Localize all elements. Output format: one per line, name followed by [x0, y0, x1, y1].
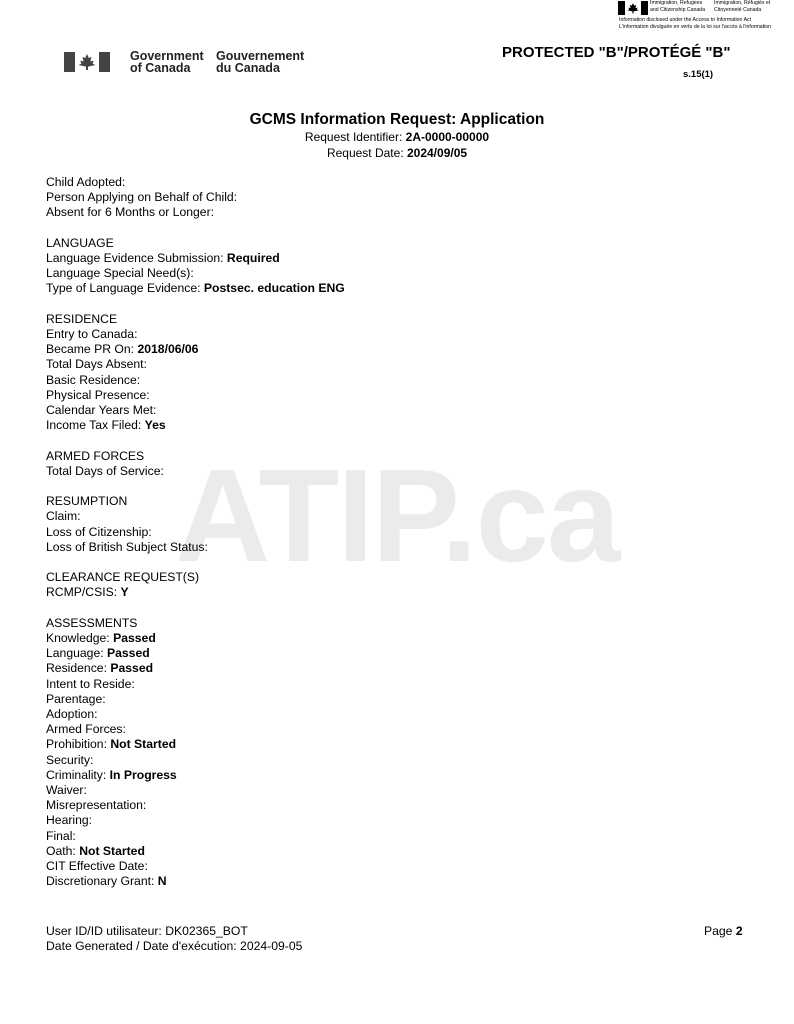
- section-spacer: [46, 479, 345, 494]
- field-value: Yes: [144, 418, 166, 433]
- goc-wordmark-en: [130, 51, 204, 74]
- request-identifier-value: 2A-0000-00000: [405, 130, 490, 144]
- request-date-value: 2024/09/05: [406, 146, 468, 160]
- field-row: [46, 631, 345, 646]
- section-spacer: [46, 433, 345, 448]
- footer: [46, 924, 302, 954]
- stamp-notice-en: Information disclosed under the Access to Information Act: [619, 17, 752, 23]
- field-row: [46, 874, 345, 889]
- section-heading: ARMED FORCES: [46, 448, 145, 463]
- field-label: Final:: [46, 828, 76, 843]
- field-label: Language Special Need(s):: [46, 266, 194, 281]
- request-identifier: [0, 130, 794, 144]
- field-label: Person Applying on Behalf of Child:: [46, 190, 238, 205]
- field-row: [46, 190, 345, 205]
- section-heading: RESUMPTION: [46, 494, 128, 509]
- section-heading: ASSESSMENTS: [46, 615, 138, 630]
- field-row: [46, 829, 345, 844]
- field-value: Not Started: [79, 843, 145, 858]
- field-label: Knowledge:: [46, 631, 114, 645]
- section-heading: CLEARANCE REQUEST(S): [46, 570, 200, 585]
- document-title: GCMS Information Request: Application: [249, 111, 545, 128]
- request-identifier-label: Request Identifier:: [304, 130, 406, 144]
- field-label: Basic Residence:: [46, 372, 141, 387]
- field-value: Passed: [110, 661, 154, 676]
- field-row: [46, 798, 345, 813]
- field-label: Criminality:: [46, 767, 110, 782]
- field-row: [46, 646, 345, 661]
- field-label: Hearing:: [46, 813, 93, 828]
- field-row: [46, 509, 345, 524]
- footer-date-generated: Date Generated / Date d'exécution: 2024-09-05: [46, 939, 303, 954]
- stamp-department-en: Immigration, Refugees and Citizenship Canada: [650, 0, 706, 13]
- field-row: [46, 464, 345, 479]
- section-spacer: [46, 221, 345, 236]
- field-row: [46, 327, 345, 342]
- field-label: Security:: [46, 752, 94, 767]
- field-row: [46, 768, 345, 783]
- goc-fr-line2: du Canada: [216, 60, 280, 75]
- stamp-department-fr: Immigration, Réfugiés et Citoyenneté Canada: [714, 0, 771, 13]
- goc-wordmark-fr: [216, 51, 304, 74]
- field-row: [46, 388, 345, 403]
- field-value: In Progress: [109, 767, 177, 782]
- field-label: Claim:: [46, 509, 81, 524]
- field-label: Absent for 6 Months or Longer:: [46, 205, 215, 220]
- request-date: [0, 146, 794, 160]
- footer-user-id: User ID/ID utilisateur: DK02365_BOT: [46, 924, 248, 938]
- field-row: [46, 266, 345, 281]
- field-value: Required: [226, 251, 280, 265]
- field-label: Discretionary Grant:: [46, 874, 158, 889]
- field-row: [46, 859, 345, 874]
- field-value: Passed: [113, 631, 156, 645]
- field-label: Misrepresentation:: [46, 798, 147, 813]
- field-value: Passed: [107, 646, 150, 661]
- field-value: 2018/06/06: [137, 342, 199, 357]
- page-number-value: 2: [735, 924, 743, 938]
- field-label: Child Adopted:: [46, 175, 126, 189]
- field-label: Residence:: [46, 661, 111, 676]
- application-fields: [46, 175, 345, 889]
- section-spacer: [46, 297, 345, 312]
- field-label: Prohibition:: [46, 737, 111, 752]
- goc-flag-icon: [64, 51, 110, 73]
- goc-en-line2: of Canada: [130, 60, 191, 75]
- field-label: Total Days Absent:: [46, 357, 147, 372]
- field-label: Parentage:: [46, 691, 106, 706]
- field-row: [46, 357, 345, 372]
- field-row: [46, 205, 345, 220]
- field-label: Loss of Citizenship:: [46, 524, 152, 539]
- field-row: [46, 342, 345, 357]
- field-label: Oath:: [46, 843, 80, 858]
- canada-flag-icon: [618, 1, 648, 15]
- exemption-label: s.15(1): [683, 69, 714, 80]
- field-label: Loss of British Subject Status:: [46, 539, 208, 554]
- field-row: [46, 585, 345, 600]
- field-value: N: [157, 874, 167, 889]
- stamp-notice-fr: L'information divulguée en vertu de la loi sur l'accès à l'information: [619, 24, 772, 30]
- page-label: Page: [704, 924, 736, 938]
- section-spacer: [46, 601, 345, 616]
- section-heading: LANGUAGE: [46, 235, 114, 250]
- watermark: ATIP.ca: [175, 442, 619, 589]
- field-row: [46, 281, 345, 296]
- field-row: [46, 737, 345, 752]
- page-number: [704, 924, 743, 938]
- goc-en-line1: Government: [130, 49, 204, 63]
- field-label: Waiver:: [46, 783, 87, 798]
- classification-label: PROTECTED "B"/PROTÉGÉ "B": [502, 44, 731, 61]
- field-row: [46, 677, 345, 692]
- field-row: [46, 373, 345, 388]
- section-spacer: [46, 555, 345, 570]
- field-label: Adoption:: [46, 707, 98, 722]
- field-row: [46, 540, 345, 555]
- field-label: Entry to Canada:: [46, 327, 138, 341]
- field-label: Type of Language Evidence:: [46, 281, 204, 296]
- goc-fr-line1: Gouvernement: [216, 49, 305, 63]
- field-row: [46, 722, 345, 737]
- field-row: [46, 783, 345, 798]
- field-label: RCMP/CSIS:: [46, 585, 121, 600]
- field-value: Not Started: [110, 737, 177, 752]
- field-row: [46, 525, 345, 540]
- field-label: Became PR On:: [46, 342, 138, 357]
- field-row: [46, 175, 345, 190]
- request-date-label: Request Date:: [326, 146, 407, 160]
- field-row: [46, 251, 345, 266]
- field-row: [46, 707, 345, 722]
- field-row: [46, 661, 345, 676]
- field-label: Intent to Reside:: [46, 676, 135, 691]
- field-label: Total Days of Service:: [46, 463, 164, 478]
- field-label: Language:: [46, 646, 107, 661]
- section-heading: RESIDENCE: [46, 311, 118, 326]
- field-label: CIT Effective Date:: [46, 859, 148, 874]
- field-row: [46, 403, 345, 418]
- field-row: [46, 813, 345, 828]
- field-value: Y: [120, 585, 129, 600]
- field-row: [46, 418, 345, 433]
- field-label: Armed Forces:: [46, 722, 126, 737]
- field-row: [46, 692, 345, 707]
- field-label: Language Evidence Submission:: [46, 251, 227, 265]
- field-row: [46, 753, 345, 768]
- field-row: [46, 844, 345, 859]
- field-label: Calendar Years Met:: [46, 403, 157, 418]
- field-label: Physical Presence:: [46, 387, 150, 402]
- field-value: Postsec. education ENG: [203, 281, 345, 296]
- field-label: Income Tax Filed:: [46, 418, 145, 433]
